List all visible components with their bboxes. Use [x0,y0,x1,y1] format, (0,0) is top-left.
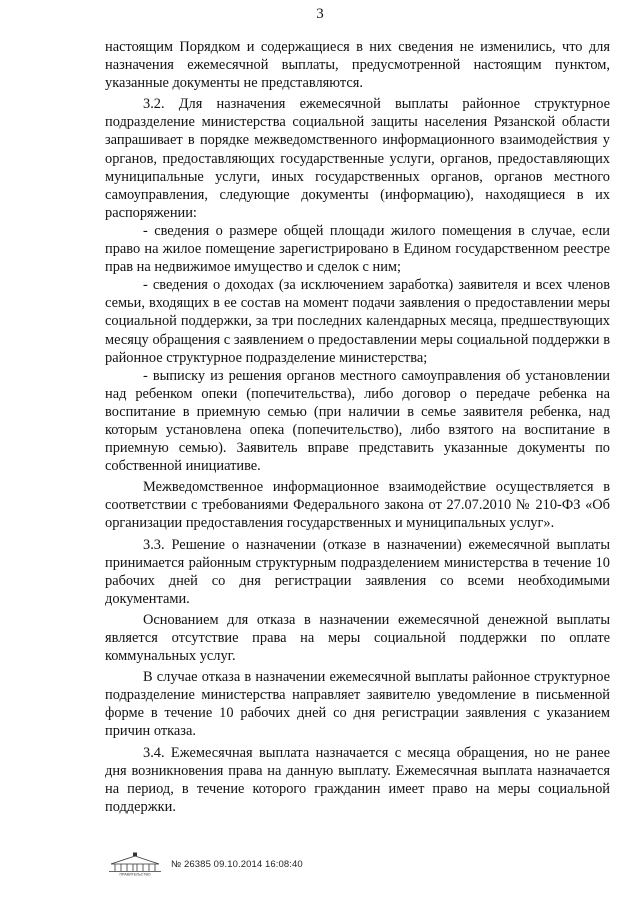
document-body [105,38,610,816]
paragraph-3-3: 3.3. Решение о назначении (отказе в назначении) ежемесячной выплаты принимается районным структурным подразделением министерства в течение 10 рабочих дней со дня регистрации заявления со всеми необходимыми документами. [105,536,610,607]
paragraph-interagency: Межведомственное информационное взаимодействие осуществляется в соответствии с требованиями Федерального закона от 27.07.2010 № 210-ФЗ «Об организации предоставления государственных и муниципальных услуг». [105,479,610,532]
paragraph-3-2: 3.2. Для назначения ежемесячной выплаты районное структурное подразделение министерства социальной защиты населения Рязанской области запрашивает в порядке межведомственного информационного взаимодействия у органов, предоставляющих государственные услуги, органов, предоставляющих муниципальные услуги, иных государственных органов, органов местного самоуправления, следующие документы (информацию), находящиеся в их распоряжении: [105,96,610,221]
registration-stamp [105,852,303,876]
list-item-living-area: - сведения о размере общей площади жилого помещения в случае, если право на жилое помещение зарегистрировано в Едином государственном реестре прав на недвижимое имущество и сделок с ним; [105,222,610,276]
list-item-guardianship: - выписку из решения органов местного самоуправления об установлении над ребенком опеки (попечительства), либо договор о передаче ребенка на воспитание в приемную семью (при наличии в семье заявителя ребенка, над которым установлена опека (попечительство), либо взятого на воспитание в приемную семью). Заявитель вправе представить указанные документы по собственной инициативе. [105,367,610,475]
paragraph-refusal-grounds: Основанием для отказа в назначении ежемесячной денежной выплаты является отсутствие права на меры социальной поддержки по оплате коммунальных услуг. [105,611,610,665]
government-building-logo [105,852,165,876]
page-number: 3 [316,6,324,22]
paragraph-continuation: настоящим Порядком и содержащиеся в них сведения не изменились, что для назначения ежемесячной выплаты, предусмотренной настоящим пунктом, указанные документы не представляются. [105,39,610,92]
paragraph-3-4: 3.4. Ежемесячная выплата назначается с месяца обращения, но не ранее дня возникновения права на данную выплату. Ежемесячная выплата назначается на период, в течение которого гражданин имеет право на меры социальной поддержки. [105,744,610,815]
list-item-income: - сведения о доходах (за исключением заработка) заявителя и всех членов семьи, входящих в ее состав на момент подачи заявления о предоставлении меры социальной поддержки, за три последних календарных месяца, предшествующих месяцу обращения с заявлением о предоставлении меры социальной поддержки в районное структурное подразделение министерства; [105,277,610,366]
paragraph-refusal-notice: В случае отказа в назначении ежемесячной выплаты районное структурное подразделение министерства направляет заявителю уведомление в письменной форме в течение 10 рабочих дней со дня регистрации заявления с указанием причин отказа. [105,669,610,740]
logo-caption: ПРАВИТЕЛЬСТВО [119,872,151,876]
registration-number: № 26385 09.10.2014 16:08:40 [171,858,303,870]
